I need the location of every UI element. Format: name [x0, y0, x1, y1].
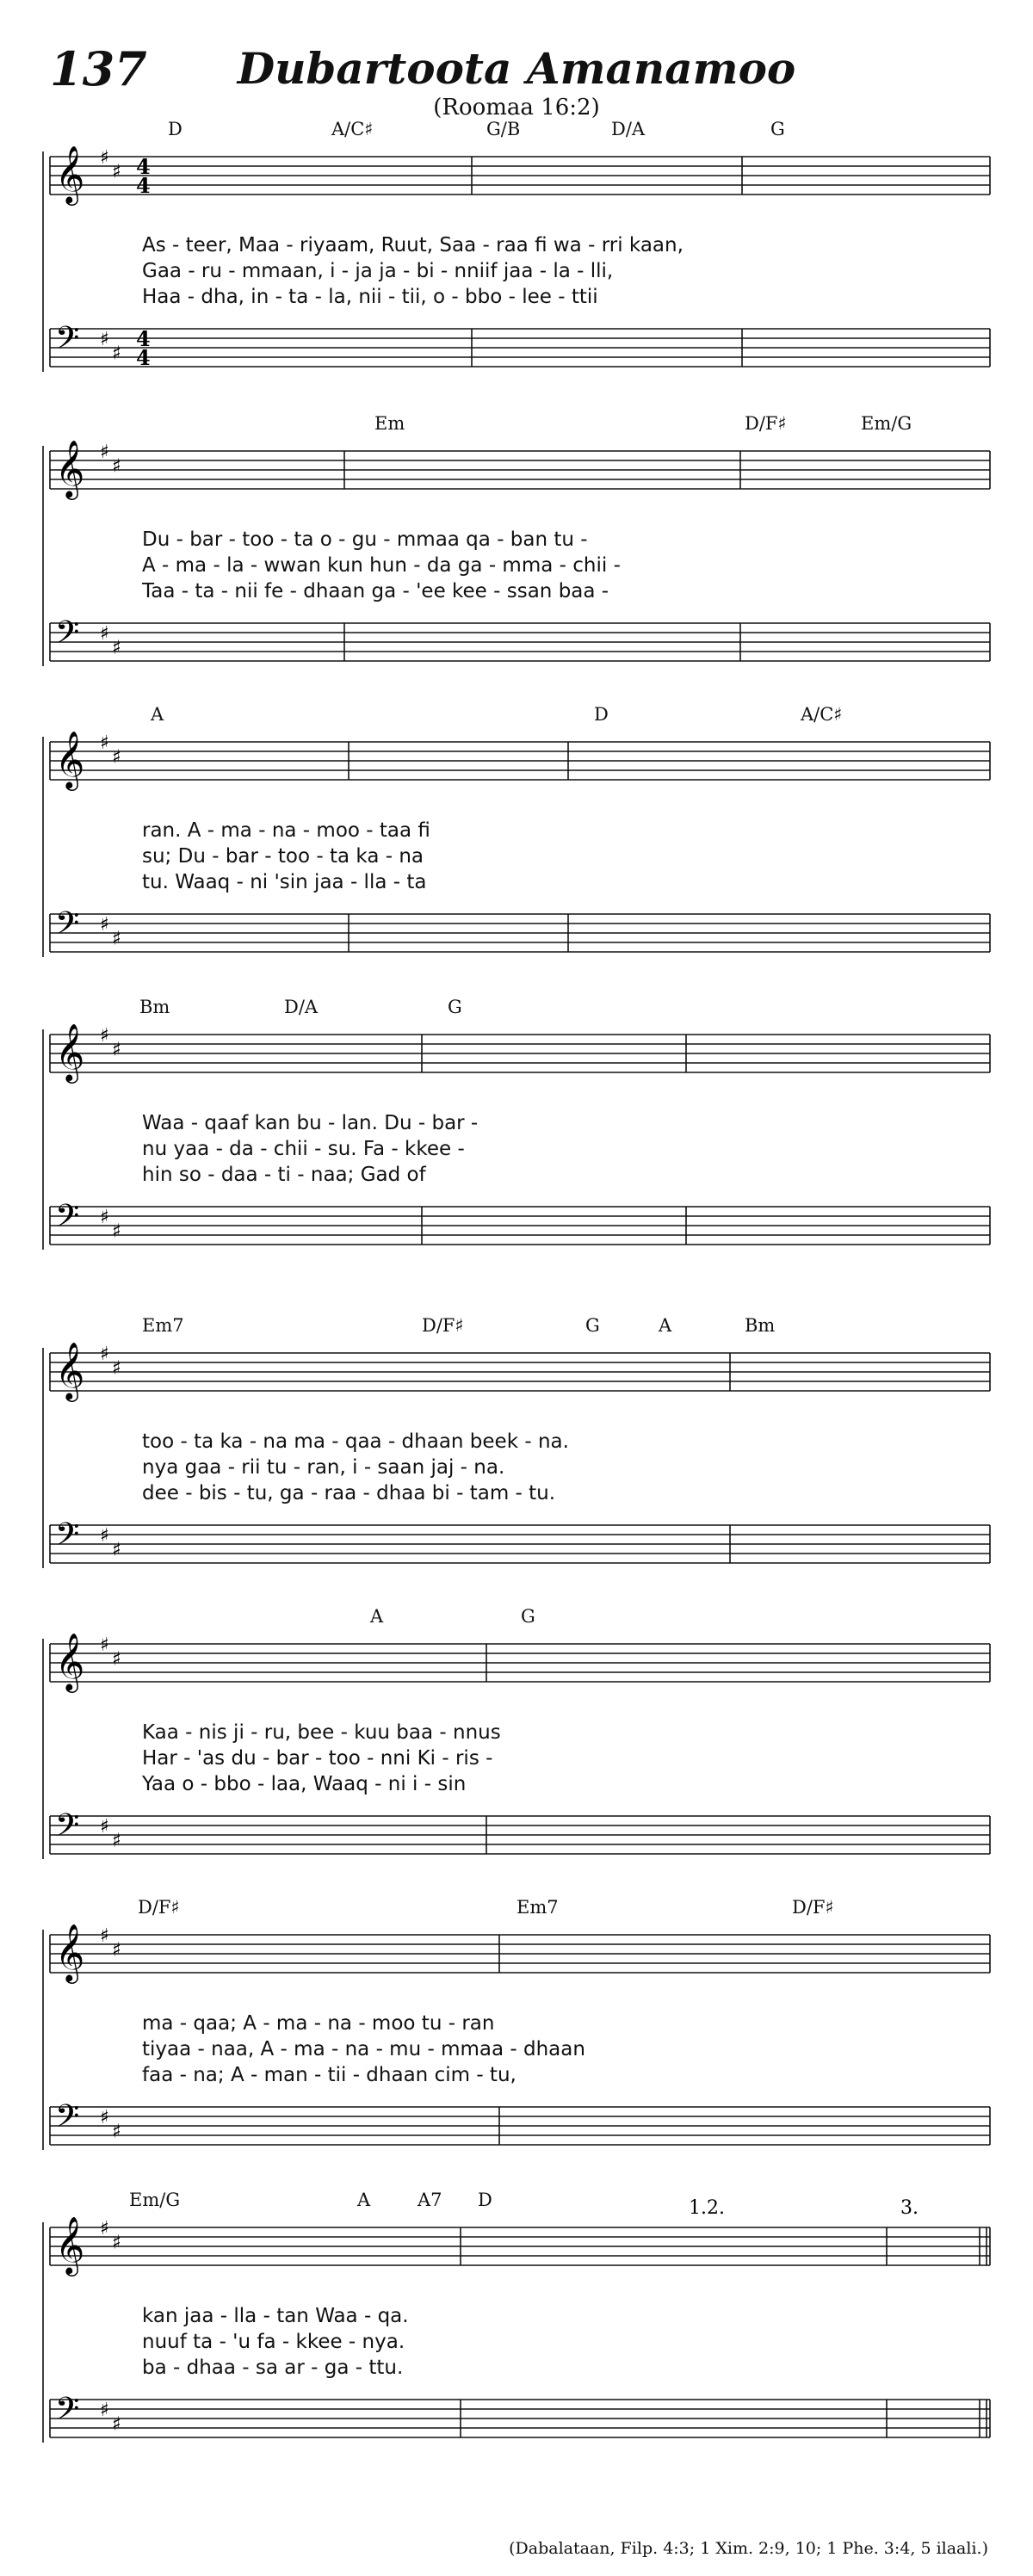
bass-clef-icon: 𝄢	[55, 1517, 80, 1560]
key-sharp-icon: ♯	[112, 1939, 121, 1961]
key-sharp-icon: ♯	[112, 746, 121, 769]
key-sharp-icon: ♯	[100, 1025, 109, 1047]
chord-symbol: A/C♯	[331, 119, 374, 139]
key-sharp-icon: ♯	[100, 2218, 109, 2239]
lyric-verse-2: Har - 'as du - bar - too - nni Ki - ris -	[142, 1747, 493, 1770]
key-sharp-icon: ♯	[112, 1830, 121, 1852]
lyric-verse-2: nu yaa - da - chii - su. Fa - kkee -	[142, 1138, 465, 1160]
lyric-verse-1: ran. A - ma - na - moo - taa fi	[142, 819, 430, 842]
key-sharp-icon: ♯	[100, 1207, 109, 1228]
treble-clef-icon: 𝄞	[55, 1632, 85, 1690]
bass-clef-icon: 𝄢	[55, 1807, 80, 1851]
bass-clef-icon: 𝄢	[55, 2391, 80, 2435]
lyric-verse-3: Haa - dha, in - ta - la, nii - tii, o - bbo - lee - ttii	[142, 286, 598, 308]
chord-symbol: D	[594, 704, 609, 725]
chord-symbol: D/F♯	[792, 1897, 834, 1918]
chord-symbol: Em7	[516, 1897, 559, 1918]
bass-clef-icon: 𝄢	[55, 1198, 80, 1242]
footnote: (Dabalataan, Filp. 4:3; 1 Xim. 2:9, 10; 1 Phe. 3:4, 5 ilaali.)	[509, 2539, 988, 2558]
key-sharp-icon: ♯	[112, 1539, 121, 1561]
chord-symbol: D/A	[611, 119, 646, 139]
lyric-verse-3: Yaa o - bbo - laa, Waaq - ni i - sin	[142, 1773, 467, 1795]
key-sharp-icon: ♯	[112, 1039, 121, 1061]
bass-clef-icon: 𝄢	[55, 905, 80, 949]
lyric-verse-1: As - teer, Maa - riyaam, Ruut, Saa - raa fi wa - rri kaan,	[142, 234, 684, 256]
chord-symbol: A/C♯	[801, 704, 843, 725]
lyric-verse-3: faa - na; A - man - tii - dhaan cim - tu,	[142, 2064, 516, 2086]
chord-symbol: D/F♯	[422, 1315, 464, 1336]
chord-symbol: A	[370, 1606, 384, 1627]
chord-symbol: Bm	[745, 1315, 776, 1336]
lyric-verse-2: tiyaa - naa, A - ma - na - mu - mmaa - dhaan	[142, 2038, 585, 2060]
key-sharp-icon: ♯	[100, 914, 109, 936]
key-sharp-icon: ♯	[112, 2121, 121, 2143]
chord-symbol: G	[770, 119, 785, 139]
key-sharp-icon: ♯	[100, 1634, 109, 1656]
key-sharp-icon: ♯	[100, 329, 109, 350]
lyric-verse-3: hin so - daa - ti - naa; Gad of	[142, 1164, 426, 1186]
bass-clef-icon: 𝄢	[55, 320, 80, 364]
chord-symbol: G	[585, 1315, 600, 1336]
treble-clef-icon: 𝄞	[55, 2215, 85, 2274]
chord-symbol: A	[357, 2190, 371, 2210]
key-sharp-icon: ♯	[100, 623, 109, 645]
ending-label-2: 3.	[900, 2197, 919, 2219]
treble-clef-icon: 𝄞	[55, 1022, 85, 1081]
time-signature: 4	[136, 345, 151, 370]
key-sharp-icon: ♯	[100, 1344, 109, 1365]
key-sharp-icon: ♯	[112, 343, 121, 365]
lyric-verse-1: Kaa - nis ji - ru, bee - kuu baa - nnus	[142, 1721, 501, 1744]
lyric-verse-1: Du - bar - too - ta o - gu - mmaa qa - ban tu -	[142, 528, 588, 551]
treble-clef-icon: 𝄞	[55, 1923, 85, 1981]
lyric-verse-3: dee - bis - tu, ga - raa - dhaa bi - tam - tu.	[142, 1482, 556, 1504]
hymn-title: Dubartoota Amanamoo	[237, 43, 796, 94]
chord-symbol: Em	[374, 413, 405, 434]
lyric-verse-1: too - ta ka - na ma - qaa - dhaan beek - na.	[142, 1430, 569, 1453]
lyric-verse-2: nya gaa - rii tu - ran, i - saan jaj - na.	[142, 1456, 505, 1479]
time-signature: 4	[136, 173, 151, 198]
key-sharp-icon: ♯	[112, 1648, 121, 1671]
chord-symbol: G	[448, 997, 462, 1017]
chord-symbol: D/F♯	[745, 413, 787, 434]
key-sharp-icon: ♯	[112, 1357, 121, 1380]
chord-symbol: A	[151, 704, 164, 725]
key-sharp-icon: ♯	[100, 147, 109, 169]
chord-symbol: D	[168, 119, 182, 139]
lyric-verse-2: su; Du - bar - too - ta ka - na	[142, 845, 424, 868]
key-sharp-icon: ♯	[112, 637, 121, 659]
lyric-verse-2: nuuf ta - 'u fa - kkee - nya.	[142, 2331, 405, 2353]
lyric-verse-2: A - ma - la - wwan kun hun - da ga - mma - chii -	[142, 554, 621, 577]
key-sharp-icon: ♯	[100, 1925, 109, 1947]
treble-clef-icon: 𝄞	[55, 439, 85, 497]
key-sharp-icon: ♯	[100, 732, 109, 754]
chord-symbol: D/A	[284, 997, 319, 1017]
hymn-number: 137	[50, 41, 147, 96]
treble-clef-icon: 𝄞	[55, 145, 85, 203]
key-sharp-icon: ♯	[112, 928, 121, 950]
lyric-verse-2: Gaa - ru - mmaan, i - ja ja - bi - nniif jaa - la - lli,	[142, 260, 614, 282]
treble-clef-icon: 𝄞	[55, 1341, 85, 1399]
key-sharp-icon: ♯	[100, 1816, 109, 1838]
lyric-verse-1: ma - qaa; A - ma - na - moo tu - ran	[142, 2012, 495, 2035]
chord-symbol: Em/G	[129, 2190, 181, 2210]
treble-clef-icon: 𝄞	[55, 730, 85, 788]
chord-symbol: D/F♯	[138, 1897, 180, 1918]
chord-symbol: G/B	[486, 119, 521, 139]
time-signature: 4	[136, 154, 151, 179]
chord-symbol: Em/G	[861, 413, 912, 434]
lyric-verse-3: ba - dhaa - sa ar - ga - ttu.	[142, 2357, 404, 2379]
key-sharp-icon: ♯	[100, 442, 109, 463]
chord-symbol: Em7	[142, 1315, 184, 1336]
chord-symbol: D	[478, 2190, 492, 2210]
key-sharp-icon: ♯	[100, 2107, 109, 2128]
key-sharp-icon: ♯	[100, 1525, 109, 1547]
key-sharp-icon: ♯	[112, 161, 121, 183]
key-sharp-icon: ♯	[112, 2413, 121, 2436]
key-sharp-icon: ♯	[112, 1220, 121, 1243]
bass-clef-icon: 𝄢	[55, 615, 80, 658]
key-sharp-icon: ♯	[112, 455, 121, 478]
key-sharp-icon: ♯	[112, 2232, 121, 2254]
lyric-verse-3: tu. Waaq - ni 'sin jaa - lla - ta	[142, 871, 427, 893]
key-sharp-icon: ♯	[100, 2400, 109, 2421]
lyric-verse-3: Taa - ta - nii fe - dhaan ga - 'ee kee - ssan baa -	[142, 580, 609, 602]
chord-symbol: A	[659, 1315, 672, 1336]
time-signature: 4	[136, 326, 151, 351]
chord-symbol: G	[521, 1606, 535, 1627]
scripture-reference: (Roomaa 16:2)	[433, 95, 600, 120]
chord-symbol: A7	[418, 2190, 442, 2210]
lyric-verse-1: kan jaa - lla - tan Waa - qa.	[142, 2305, 409, 2327]
ending-label-1: 1.2.	[689, 2197, 725, 2219]
chord-symbol: Bm	[139, 997, 170, 1017]
bass-clef-icon: 𝄢	[55, 2098, 80, 2142]
lyric-verse-1: Waa - qaaf kan bu - lan. Du - bar -	[142, 1112, 479, 1134]
